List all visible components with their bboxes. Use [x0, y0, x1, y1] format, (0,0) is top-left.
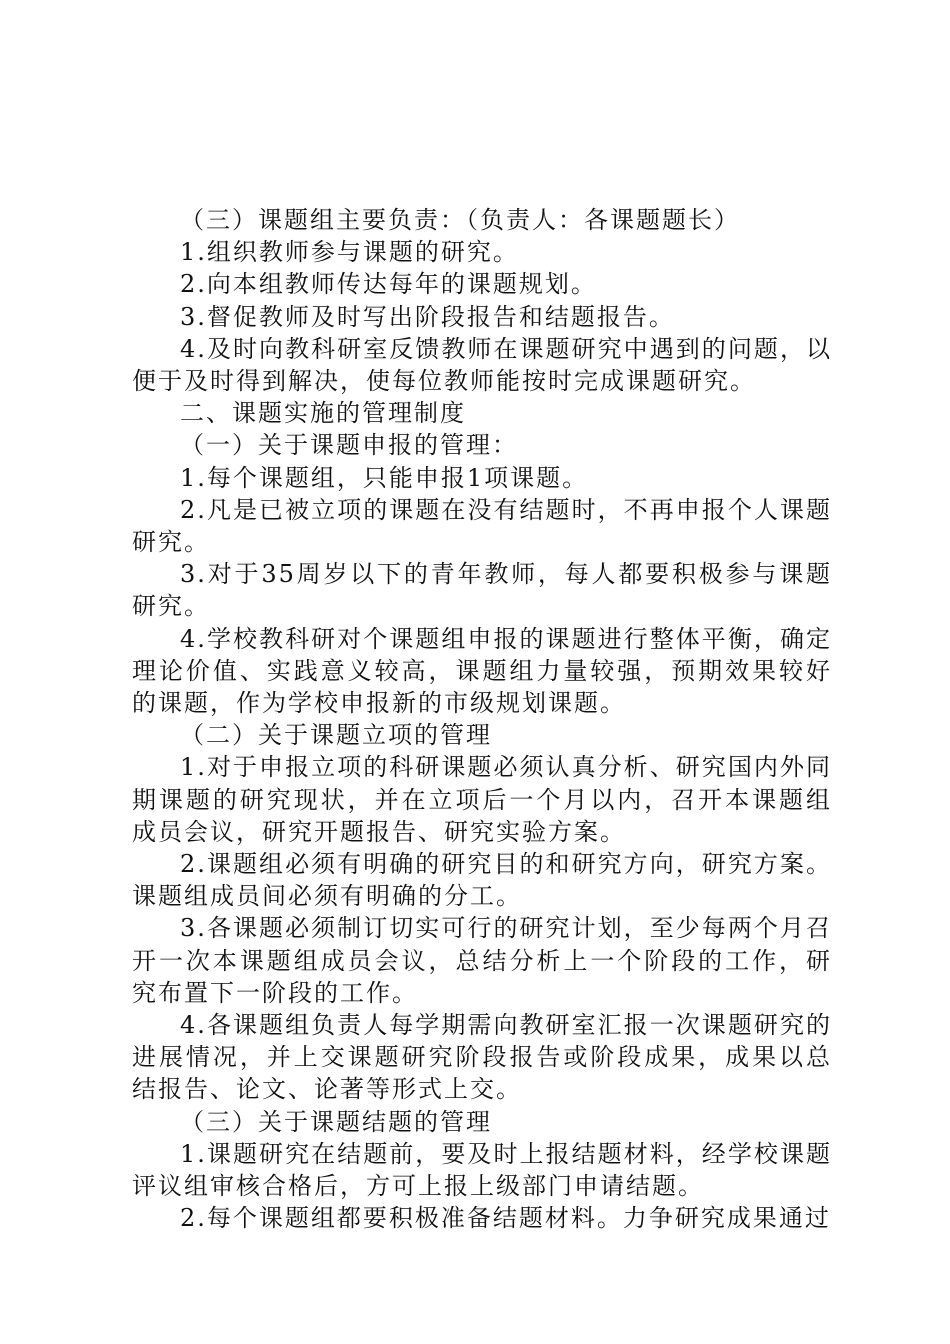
list-item: 2.向本组教师传达每年的课题规划。 — [180, 270, 597, 299]
list-item: 3.对于35周岁以下的青年教师，每人都要积极参与课题研究。 — [132, 560, 832, 621]
list-item: 4.各课题组负责人每学期需向教研室汇报一次课题研究的进展情况，并上交课题研究阶段报告或阶段成果，成果以总结报告、论文、论著等形式上交。 — [132, 1011, 832, 1104]
section-heading-conclusion: （三）关于课题结题的管理 — [180, 1107, 492, 1136]
section-heading-approval: （二）关于课题立项的管理 — [180, 721, 492, 750]
list-item: 3.督促教师及时写出阶段报告和结题报告。 — [180, 302, 675, 331]
list-item: 1.每个课题组，只能申报1项课题。 — [180, 463, 589, 492]
list-item: 3.各课题必须制订切实可行的研究计划，至少每两个月召开一次本课题组成员会议，总结分析上一个阶段的工作，研究布置下一阶段的工作。 — [132, 914, 832, 1007]
section-heading-responsibilities: （三）课题组主要负责：（负责人：各课题题长） — [180, 206, 740, 234]
list-item: 1.课题研究在结题前，要及时上报结题材料，经学校课题评议组审核合格后，方可上报上级部门申请结题。 — [132, 1139, 832, 1201]
section-heading-application: （一）关于课题申报的管理： — [180, 431, 518, 460]
list-item: 4.学校教科研对个课题组申报的课题进行整体平衡，确定理论价值、实践意义较高，课题组力量较强，预期效果较好的课题，作为学校申报新的市级规划课题。 — [132, 624, 832, 718]
document-body — [132, 204, 832, 1235]
chapter-heading-management: 二、课题实施的管理制度 — [180, 399, 466, 428]
list-item: 2.课题组必须有明确的研究目的和研究方向，研究方案。课题组成员间必须有明确的分工。 — [132, 850, 832, 911]
list-item: 1.对于申报立项的科研课题必须认真分析、研究国内外同期课题的研究现状，并在立项后一个月以内，召开本课题组成员会议，研究开题报告、研究实验方案。 — [132, 753, 832, 846]
list-item: 4.及时向教科研室反馈教师在课题研究中遇到的问题，以便于及时得到解决，使每位教师能按时完成课题研究。 — [132, 334, 832, 396]
list-item: 2.每个课题组都要积极准备结题材料。力争研究成果通过 — [180, 1204, 831, 1233]
list-item: 1.组织教师参与课题的研究。 — [180, 238, 519, 267]
list-item: 2.凡是已被立项的课题在没有结题时，不再申报个人课题研究。 — [132, 495, 832, 557]
